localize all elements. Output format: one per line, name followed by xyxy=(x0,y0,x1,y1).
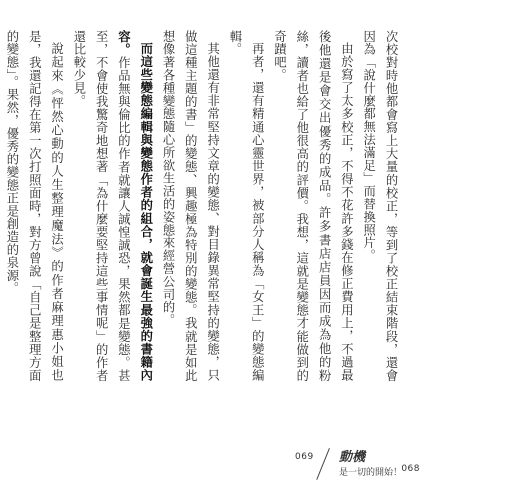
page-number-right: 068 xyxy=(401,464,420,474)
paragraph: 由於寫了太多校正，不得不花許多錢在修正費用上，不過最後他還是會交出優秀的成品。許多書店店員因而成為他的粉絲，讀者也給了他很高的評價。我想，這就是變態才能做到的奇蹟吧。 xyxy=(272,30,354,382)
body-text xyxy=(4,30,402,382)
paragraph-text: 作品無與倫比的作者就讓人誠惶誠恐，果然都是變態。甚至，不會使我驚奇地想著「為什麼要堅持這些事情呢」的作者還比較少見。 xyxy=(71,30,131,382)
paragraph xyxy=(68,30,157,382)
paragraph: 次校對時他都會寫上大量的校正，等到了校正結束階段，還會因為「說什麼都無法滿足」而替換照片。 xyxy=(361,30,398,382)
footer-divider xyxy=(316,448,330,480)
page-number-left: 069 xyxy=(295,452,314,462)
paragraph: 再者，還有精通心靈世界，被部分人稱為「女王」的變態編輯。 xyxy=(227,30,265,382)
page-footer xyxy=(295,448,420,484)
paragraph: 說起來《怦然心動的人生整理魔法》的作者麻理惠小姐也是，我還記得在第一次打照面時，對方曾說「自己是整理方面的變態」。果然，優秀的變態正是創造的泉源。 xyxy=(4,30,64,382)
emphasis-text: 而這些變態編輯與變態作者的組合，就會誕生最強的書籍內容。 xyxy=(116,30,154,382)
chapter-subtitle: 是一切的開始！ xyxy=(339,468,403,478)
chapter-title: 動機 xyxy=(339,450,366,465)
paragraph: 其他還有非常堅持文章的變態、對目錄異常堅持的變態，只做這種主題的書」的變態、興趣極為特別的變態。我就是如此想像著各種變態隨心所欲生活的姿態來經營公司的。 xyxy=(161,30,220,382)
